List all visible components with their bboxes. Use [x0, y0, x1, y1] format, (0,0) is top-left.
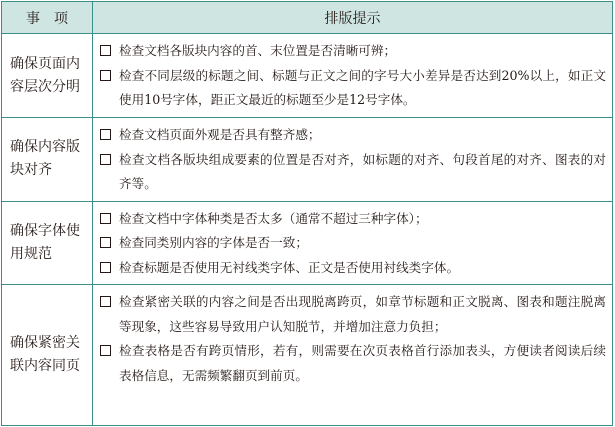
checkbox-icon	[100, 296, 111, 307]
checkbox-icon	[100, 213, 111, 224]
row-tips	[93, 34, 613, 118]
checkbox-icon	[100, 70, 111, 81]
checkbox-icon	[100, 45, 111, 56]
tip-item	[99, 39, 606, 64]
tip-text: 检查不同层级的标题之间、标题与正文之间的字号大小差异是否达到20%以上，如正文使用10号字体，距正文最近的标题至少是12号字体。	[119, 67, 606, 107]
header-item: 事 项	[2, 2, 93, 34]
tip-text: 检查表格是否有跨页情形，若有，则需要在次页表格首行添加表头，方便读者阅读后续表格信息，无需频繁翻页到前页。	[119, 343, 606, 383]
table-row	[2, 285, 613, 426]
row-tips	[93, 201, 613, 285]
row-tips	[93, 118, 613, 202]
row-item: 确保字体使用规范	[2, 201, 93, 285]
row-item: 确保紧密关联内容同页	[2, 285, 93, 426]
table-row	[2, 34, 613, 118]
header-tips: 排版提示	[93, 2, 613, 34]
tip-text: 检查标题是否使用无衬线类字体、正文是否使用衬线类字体。	[119, 259, 460, 275]
tip-text: 检查紧密关联的内容之间是否出现脱离跨页，如章节标题和正文脱离、图表和题注脱离等现象，这些容易导致用户认知脱节，并增加注意力负担；	[119, 294, 606, 334]
tip-item	[99, 231, 606, 256]
table-header-row	[2, 2, 613, 34]
tip-item	[99, 290, 606, 339]
tip-item	[99, 148, 606, 197]
checkbox-icon	[100, 262, 111, 273]
tip-item	[99, 339, 606, 388]
tip-text: 检查文档各版块组成要素的位置是否对齐，如标题的对齐、句段首尾的对齐、图表的对齐等。	[119, 151, 606, 191]
checkbox-icon	[100, 345, 111, 356]
checkbox-icon	[100, 154, 111, 165]
table-row	[2, 118, 613, 202]
row-item: 确保内容版块对齐	[2, 118, 93, 202]
row-tips	[93, 285, 613, 426]
checklist-table	[1, 1, 613, 426]
tip-text: 检查文档中字体种类是否太多（通常不超过三种字体）；	[119, 210, 428, 226]
tip-item	[99, 256, 606, 281]
tip-item	[99, 207, 606, 232]
tip-item	[99, 123, 606, 148]
tip-text: 检查文档页面外观是否具有整齐感；	[119, 127, 321, 142]
tip-text: 检查同类别内容的字体是否一致；	[119, 235, 308, 250]
tip-text: 检查文档各版块内容的首、末位置是否清晰可辨；	[119, 43, 397, 58]
table-row	[2, 201, 613, 285]
checkbox-icon	[100, 129, 111, 140]
tip-item	[99, 64, 606, 113]
checkbox-icon	[100, 237, 111, 248]
row-item: 确保页面内容层次分明	[2, 34, 93, 118]
